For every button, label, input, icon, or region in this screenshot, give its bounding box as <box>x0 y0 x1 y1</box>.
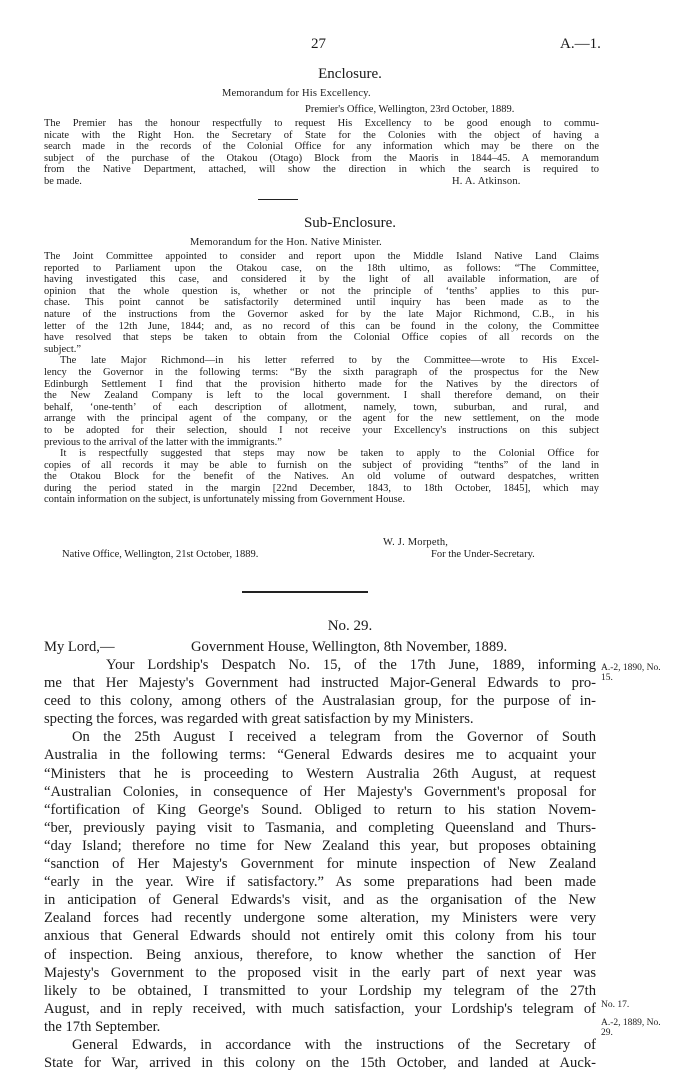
text-line: behalf, ‘one-tenth’ of each description of allotment, namely, town, suburban, and rural, and <box>44 401 599 413</box>
text-line: having investigated this case, and considered it by the light of all available information, are of <box>44 274 599 286</box>
text-line: “early in the year. Wire if satisfactory.” As some preparations had been made <box>44 874 596 891</box>
text-line: The late Major Richmond—in his letter referred to by the Committee—wrote to His Excel- <box>60 355 599 367</box>
text-line: contain information on the subject, is unfortunately missing from Government House. <box>44 494 406 506</box>
text-line: nicate with the Right Hon. the Secretary of State for the Colonies with the object of having a <box>44 129 599 141</box>
text-line: be made. <box>44 175 82 187</box>
enclosure-body <box>44 118 599 188</box>
text-line: Majesty's Government to the proposed visit in the early part of next year was <box>44 964 596 981</box>
text-line: to be adopted for their selection, should I not receive your Excellency's instructions on this subject <box>44 424 599 436</box>
text-line: ceed to this colony, among others of the Australasian group, for the purpose of in- <box>44 693 596 710</box>
text-line: Zealand forces had recently undergone some alteration, my Ministers were very <box>44 910 596 927</box>
text-line: State for War, arrived in this colony on the 15th October, and landed at Auck- <box>44 1055 596 1072</box>
margin-note: 15. <box>601 673 613 683</box>
text-line: from the Native Department, attached, will show the direction in which the search is required to <box>44 164 599 176</box>
text-line: in anticipation of General Edwards's visit, and as the organisation of the New <box>44 892 596 909</box>
signature: H. A. Atkinson. <box>452 175 521 187</box>
text-line: “Ministers that he is proceeding to Western Australia 26th August, at request <box>44 765 596 782</box>
text-line: The Joint Committee appointed to consider and report upon the Middle Island Native Land Claims <box>44 251 599 262</box>
for-under-secretary: For the Under-Secretary. <box>431 549 535 560</box>
text-line: Edinburgh Settlement I find that the provision hitherto made for the Natives by the directors of <box>44 378 599 390</box>
text-line: “fortification of King George's Sound. Obliged to return to his station Novem- <box>44 801 596 818</box>
margin-note: 29. <box>601 1028 613 1038</box>
text-line: “ber, previously paying visit to Tasmania, and completing Queensland and Thurs- <box>44 819 596 836</box>
salutation: My Lord,— <box>44 639 115 655</box>
text-line: opinion that the whole question is, whether or not the principle of ‘tenths’ applies to this pur- <box>44 285 599 297</box>
divider <box>258 199 298 200</box>
text-line: specting the forces, was regarded with great satisfaction by my Ministers. <box>44 711 474 728</box>
text-line: arrange with the principal agent of the company, or the agent for the new settlement, on the mode <box>44 413 599 425</box>
enclosure-dateline: Premier's Office, Wellington, 23rd October, 1889. <box>305 104 515 115</box>
despatch-title: No. 29. <box>327 618 373 634</box>
text-line: nature of the instructions from the Governor asked for by the late Major Richmond, C.B., in his <box>44 308 599 320</box>
text-line: August, and in reply received, with much satisfaction, your Lordship's telegram of <box>44 1000 596 1017</box>
text-line: previous to the arrival of the latter with the immigrants.” <box>44 436 282 448</box>
text-line: search made in the records of the Colonial Office for any information which may be there on the <box>44 141 599 153</box>
despatch-dateline: Government House, Wellington, 8th November, 1889. <box>191 639 508 655</box>
text-line: copies of all records it may be able to furnish on the subject of providing “tenths” of the land in <box>44 459 599 471</box>
text-line: “day Island; therefore no time for New Zealand this year, but proposes obtaining <box>44 837 596 854</box>
text-line: me that Her Majesty's Government had instructed Major-General Edwards to pro- <box>44 675 596 692</box>
text-line: of inspection. Being anxious, therefore, to know whether the sanction of Her <box>44 946 596 963</box>
text-line: letter of the 12th June, 1844; and, as no record of this can be found in the colony, the Committee <box>44 320 599 332</box>
sub-enclosure-title: Sub-Enclosure. <box>303 215 397 231</box>
text-line: Australia in the following terms: “General Edwards desires me to acquaint your <box>44 747 596 764</box>
text-line: anxious that General Edwards should not entirely omit this colony from his tour <box>44 928 596 945</box>
enclosure-memo: Memorandum for His Excellency. <box>222 88 371 99</box>
text-line: the New Zealand Company is left to the local government. I shall therefore demand, on their <box>44 390 599 402</box>
sub-enclosure-body <box>44 251 599 506</box>
text-line: The Premier has the honour respectfully to request His Excellency to be good enough to commu- <box>44 118 599 129</box>
text-line: likely to be obtained, I transmitted to your Lordship my telegram of the 27th <box>44 982 596 999</box>
sub-enclosure-memo: Memorandum for the Hon. Native Minister. <box>190 237 383 248</box>
text-line: General Edwards, in accordance with the instructions of the Secretary of <box>72 1036 596 1053</box>
enclosure-title: Enclosure. <box>318 66 382 82</box>
text-line: reported to Parliament upon the Otakou case, on the 18th ultimo, as follows: “The Committee, <box>44 262 599 274</box>
margin-note: No. 17. <box>601 1000 630 1010</box>
despatch-body <box>44 656 596 1072</box>
text-line: during the period stated in the margin [22nd December, 1843, to 18th October, 1845], which may <box>44 482 599 494</box>
text-line: the 17th September. <box>44 1018 161 1035</box>
page-number: 27 <box>311 36 326 52</box>
text-line: the Otakou Block for the benefit of the Natives. An old volume of outward despatches, written <box>44 471 599 483</box>
signature: W. J. Morpeth, <box>383 537 449 548</box>
text-line: Your Lordship's Despatch No. 15, of the 17th June, 1889, informing <box>106 657 596 673</box>
text-line: have resolved that steps be taken to obtain from the Colonial Office copies of all records on the <box>44 332 599 344</box>
margin-note: A.-2, 1889, No. <box>601 1018 661 1028</box>
text-line: It is respectfully suggested that steps may now be taken to apply to the Colonial Office for <box>60 448 599 460</box>
margin-note: A.-2, 1890, No. <box>601 663 661 673</box>
text-line: On the 25th August I received a telegram from the Governor of South <box>72 729 596 746</box>
text-line: chase. This point cannot be satisfactorily determined until inquiry has been made as to the <box>44 297 599 309</box>
text-line: subject.” <box>44 343 82 355</box>
heavy-divider <box>242 591 368 593</box>
text-line: “sanction of Her Majesty's Government for minute inspection of New Zealand <box>44 856 596 873</box>
office-line: Native Office, Wellington, 21st October, 1889. <box>62 549 259 560</box>
text-line: “Australian Colonies, in consequence of Her Majesty's Government's proposal for <box>44 783 596 800</box>
text-line: lency the Governor in the following terms: “By the sixth paragraph of the prospectus for the New <box>44 366 599 378</box>
text-line: subject of the purchase of the Otakou (Otago) Block from the Maoris in 1844–45. A memorandum <box>44 152 599 164</box>
document-reference: A.—1. <box>560 36 601 52</box>
